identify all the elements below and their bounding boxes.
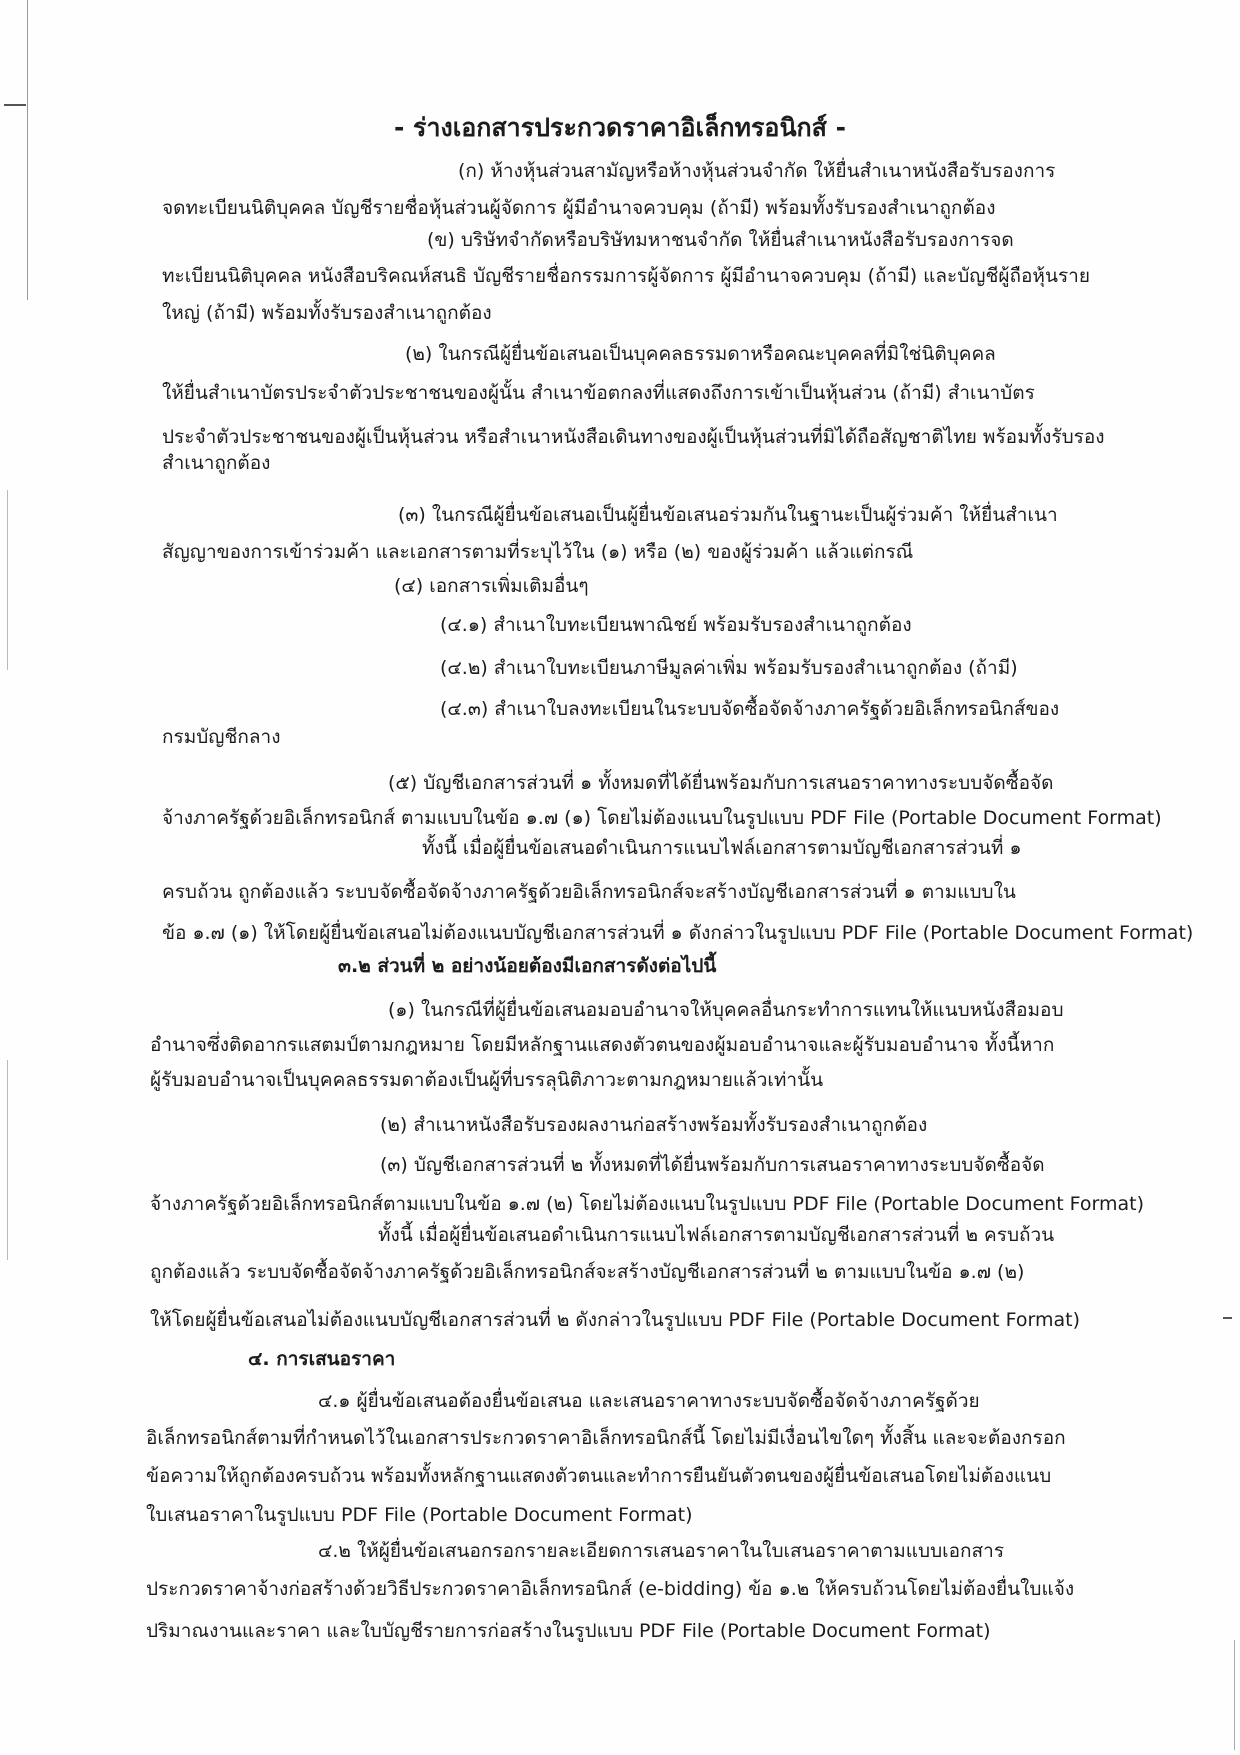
para-line: ให้ยื่นสำเนาบัตรประจำตัวประชาชนของผู้นั้น สำเนาข้อตกลงที่แสดงถึงการเข้าเป็นหุ้นส่วน (ถ้ามี) สำเนาบัตร	[162, 382, 1035, 404]
document-title: - ร่างเอกสารประกวดราคาอิเล็กทรอนิกส์ -	[393, 113, 847, 142]
para-line: (๕) บัญชีเอกสารส่วนที่ ๑ ทั้งหมดที่ได้ยื่นพร้อมกับการเสนอราคาทางระบบจัดซื้อจัด	[388, 772, 1054, 794]
para-line: ถูกต้องแล้ว ระบบจัดซื้อจัดจ้างภาครัฐด้วยอิเล็กทรอนิกส์จะสร้างบัญชีเอกสารส่วนที่ ๒ ตามแบบในข้อ ๑.๗ (๒)	[150, 1261, 1025, 1283]
para-line: ผู้รับมอบอำนาจเป็นบุคคลธรรมดาต้องเป็นผู้ที่บรรลุนิติภาวะตามกฎหมายแล้วเท่านั้น	[150, 1069, 824, 1091]
para-line: ข้อความให้ถูกต้องครบถ้วน พร้อมทั้งหลักฐานแสดงตัวตนและทำการยืนยันตัวตนของผู้ยื่นข้อเสนอโดยไม่ต้องแนบ	[146, 1465, 1052, 1487]
para-line: อิเล็กทรอนิกส์ตามที่กำหนดไว้ในเอกสารประกวดราคาอิเล็กทรอนิกส์นี้ โดยไม่มีเงื่อนไขใดๆ ทั้งสิ้น และจะต้องกรอก	[146, 1427, 1066, 1449]
para-line: (๔) เอกสารเพิ่มเติมอื่นๆ	[394, 575, 589, 597]
para-line: จ้างภาครัฐด้วยอิเล็กทรอนิกส์ตามแบบในข้อ ๑.๗ (๒) โดยไม่ต้องแนบในรูปแบบ PDF File (Portable Document Format)	[150, 1193, 1145, 1215]
para-line: (๑) ในกรณีที่ผู้ยื่นข้อเสนอมอบอำนาจให้บุคคลอื่นกระทำการแทนให้แนบหนังสือมอบ	[388, 999, 1064, 1021]
para-line: ทั้งนี้ เมื่อผู้ยื่นข้อเสนอดำเนินการแนบไฟล์เอกสารตามบัญชีเอกสารส่วนที่ ๒ ครบถ้วน	[378, 1224, 1055, 1246]
scan-mark-left-line	[27, 0, 28, 300]
para-line: ปริมาณงานและราคา และใบบัญชีรายการก่อสร้างในรูปแบบ PDF File (Portable Document Format)	[146, 1620, 991, 1642]
para-line: ประกวดราคาจ้างก่อสร้างด้วยวิธีประกวดราคาอิเล็กทรอนิกส์ (e-bidding) ข้อ ๑.๒ ให้ครบถ้วนโดยไม่ต้องยื่นใบแจ้ง	[146, 1578, 1075, 1600]
para-line: (๔.๑) สำเนาใบทะเบียนพาณิชย์ พร้อมรับรองสำเนาถูกต้อง	[440, 614, 912, 636]
para-line: จดทะเบียนนิติบุคคล บัญชีรายชื่อหุ้นส่วนผู้จัดการ ผู้มีอำนาจควบคุม (ถ้ามี) พร้อมทั้งรับรองสำเนาถูกต้อง	[162, 197, 996, 219]
para-line: (๒) ในกรณีผู้ยื่นข้อเสนอเป็นบุคคลธรรมดาหรือคณะบุคคลที่มิใช่นิติบุคคล	[405, 343, 996, 365]
para-line: ครบถ้วน ถูกต้องแล้ว ระบบจัดซื้อจัดจ้างภาครัฐด้วยอิเล็กทรอนิกส์จะสร้างบัญชีเอกสารส่วนที่ ๑ ตามแบบใน	[162, 881, 1016, 903]
para-line: (๓) ในกรณีผู้ยื่นข้อเสนอเป็นผู้ยื่นข้อเสนอร่วมกันในฐานะเป็นผู้ร่วมค้า ให้ยื่นสำเนา	[398, 504, 1058, 526]
para-line: อำนาจซึ่งติดอากรแสตมป์ตามกฎหมาย โดยมีหลักฐานแสดงตัวตนของผู้มอบอำนาจและผู้รับมอบอำนาจ ทั้งนี้หาก	[150, 1034, 1055, 1056]
section-heading: ๔. การเสนอราคา	[248, 1348, 396, 1370]
scan-mark-left-line-2	[7, 490, 8, 670]
para-line: ประจำตัวประชาชนของผู้เป็นหุ้นส่วน หรือสำเนาหนังสือเดินทางของผู้เป็นหุ้นส่วนที่มิได้ถือสัญชาติไทย พร้อมทั้งรับรอง	[162, 426, 1105, 448]
para-line: (๓) บัญชีเอกสารส่วนที่ ๒ ทั้งหมดที่ได้ยื่นพร้อมกับการเสนอราคาทางระบบจัดซื้อจัด	[380, 1154, 1045, 1176]
scan-mark-right-dash	[1223, 1317, 1232, 1319]
para-line: ให้โดยผู้ยื่นข้อเสนอไม่ต้องแนบบัญชีเอกสารส่วนที่ ๒ ดังกล่าวในรูปแบบ PDF File (Portable Document Format)	[150, 1309, 1080, 1331]
para-line: ๔.๒ ให้ผู้ยื่นข้อเสนอกรอกรายละเอียดการเสนอราคาในใบเสนอราคาตามแบบเอกสาร	[318, 1540, 1005, 1562]
para-line: (๔.๓) สำเนาใบลงทะเบียนในระบบจัดซื้อจัดจ้างภาครัฐด้วยอิเล็กทรอนิกส์ของ	[440, 698, 1060, 720]
para-line: ใหญ่ (ถ้ามี) พร้อมทั้งรับรองสำเนาถูกต้อง	[162, 302, 492, 324]
para-line: ทั้งนี้ เมื่อผู้ยื่นข้อเสนอดำเนินการแนบไฟล์เอกสารตามบัญชีเอกสารส่วนที่ ๑	[422, 837, 1022, 859]
para-line: (๒) สำเนาหนังสือรับรองผลงานก่อสร้างพร้อมทั้งรับรองสำเนาถูกต้อง	[380, 1114, 928, 1136]
para-line: (ก) ห้างหุ้นส่วนสามัญหรือห้างหุ้นส่วนจำกัด ให้ยื่นสำเนาหนังสือรับรองการ	[458, 160, 1056, 182]
para-line: จ้างภาครัฐด้วยอิเล็กทรอนิกส์ ตามแบบในข้อ ๑.๗ (๑) โดยไม่ต้องแนบในรูปแบบ PDF File (Portable Document Format)	[162, 807, 1162, 829]
para-line: ใบเสนอราคาในรูปแบบ PDF File (Portable Document Format)	[146, 1504, 693, 1526]
para-line: ทะเบียนนิติบุคคล หนังสือบริคณห์สนธิ บัญชีรายชื่อกรรมการผู้จัดการ ผู้มีอำนาจควบคุม (ถ้ามี) และบัญชีผู้ถือหุ้นราย	[162, 265, 1090, 287]
para-line: (๔.๒) สำเนาใบทะเบียนภาษีมูลค่าเพิ่ม พร้อมรับรองสำเนาถูกต้อง (ถ้ามี)	[440, 657, 1018, 679]
para-line: กรมบัญชีกลาง	[162, 726, 281, 748]
section-heading: ๓.๒ ส่วนที่ ๒ อย่างน้อยต้องมีเอกสารดังต่อไปนี้	[338, 955, 717, 977]
para-line: สัญญาของการเข้าร่วมค้า และเอกสารตามที่ระบุไว้ใน (๑) หรือ (๒) ของผู้ร่วมค้า แล้วแต่กรณี	[162, 541, 914, 563]
para-line: ๔.๑ ผู้ยื่นข้อเสนอต้องยื่นข้อเสนอ และเสนอราคาทางระบบจัดซื้อจัดจ้างภาครัฐด้วย	[318, 1390, 980, 1412]
scan-mark-left-line-3	[7, 1060, 8, 1260]
para-line: ข้อ ๑.๗ (๑) ให้โดยผู้ยื่นข้อเสนอไม่ต้องแนบบัญชีเอกสารส่วนที่ ๑ ดังกล่าวในรูปแบบ PDF File (Portable Document Format)	[162, 922, 1194, 944]
scan-mark-left-top	[4, 104, 26, 106]
para-line: สำเนาถูกต้อง	[162, 452, 271, 474]
para-line: (ข) บริษัทจำกัดหรือบริษัทมหาชนจำกัด ให้ยื่นสำเนาหนังสือรับรองการจด	[427, 229, 1014, 251]
scan-mark-right-line	[1234, 1640, 1235, 1750]
